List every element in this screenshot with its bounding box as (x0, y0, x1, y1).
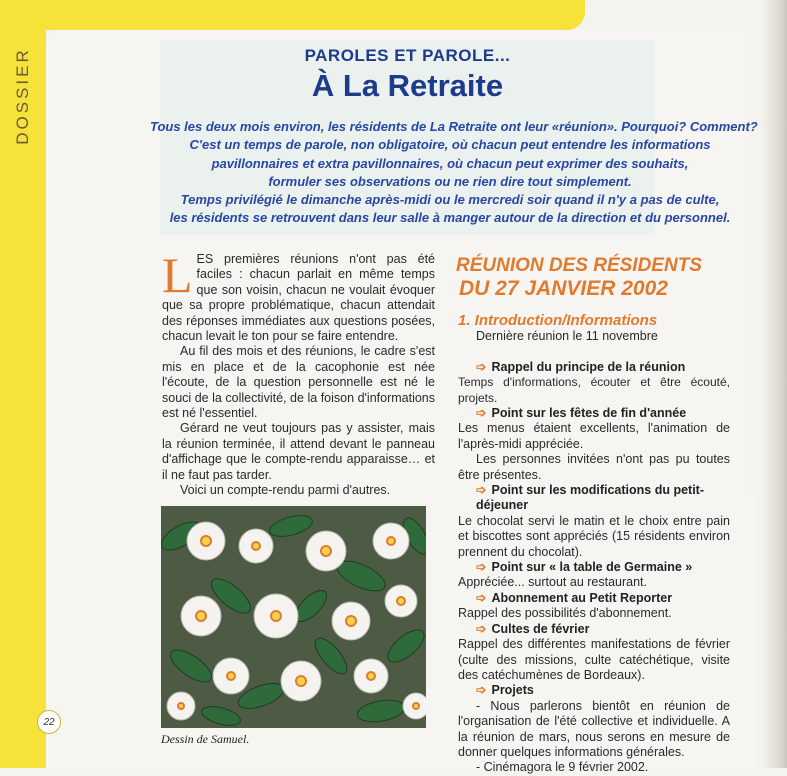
item-heading-text: Cultes de février (491, 621, 590, 636)
report-item-text: Les personnes invitées n'ont pas pu toutes être présentes. (458, 452, 730, 482)
report-item-heading (458, 406, 730, 421)
intro-line: pavillonnaires et extra pavillonnaires, où chacun peut exprimer des souhaits, (211, 155, 689, 171)
report-item-text: - Nous parlerons bientôt en réunion de l'organisation de l'été collective et individuelle. A la réunion de mars, nous serons en mesure de donner quelques informations générales. (458, 698, 730, 759)
section-tab (10, 40, 36, 152)
report-item-heading (458, 360, 730, 375)
article-paragraph-2: Au fil des mois et des réunions, le cadre s'est mis en place et de la cacophonie est née l'écoute, de la question personnelle est né le souci de la collectivité, de la foison d'informations est né l'essentiel. (162, 344, 435, 421)
yellow-top-band (0, 0, 585, 30)
intro-text (150, 118, 758, 228)
article-paragraph-3: Gérard ne veut toujours pas y assister, mais la réunion terminée, il attend devant le panneau d'affichage que le compte-rendu apparaisse… et il ne faut pas tarder. (162, 421, 435, 482)
arrow-icon: ➩ (476, 590, 487, 605)
flower-painting (161, 506, 426, 728)
item-heading-text: Rappel du principe de la réunion (491, 359, 686, 374)
report-item-text: Temps d'informations, écouter et être écouté, projets. (458, 375, 730, 405)
article-paragraph-4: Voici un compte-rendu parmi d'autres. (180, 483, 391, 498)
arrow-icon: ➩ (476, 560, 487, 575)
arrow-icon: ➩ (476, 483, 487, 498)
article-text: ES premières réunions n'ont pas été faciles : chacun parlait en même temps que son voisin, chacun ne voulait évoquer que sa propre problématique, chacun attendait des réponses immédiates aux questions posées, chacun levait le ton pour se faire entendre. (162, 252, 435, 344)
report-item-heading (458, 483, 730, 514)
report-item-text: Rappel des possibilités d'abonnement. (458, 606, 672, 621)
article-body (162, 247, 435, 499)
page-number: 22 (37, 710, 61, 734)
article-paragraph-1 (162, 247, 435, 344)
report-item-text: Rappel des différentes manifestations de février (culte des missions, culte catéchétique, visite des catéchumènes de Bordeaux). (458, 637, 730, 682)
report-item-heading (458, 622, 730, 637)
report-title-line-1: RÉUNION DES RÉSIDENTS (456, 255, 702, 276)
arrow-icon: ➩ (476, 621, 487, 636)
report-item-text: Appréciée... surtout au restaurant. (458, 575, 647, 590)
report-item-heading (458, 560, 730, 575)
intro-line: formuler ses observations ou ne rien dire tout simplement. (268, 173, 632, 189)
intro-line: Temps privilégié le dimanche après-midi ou le mercredi soir quand il n'y a pas de culte, (180, 192, 720, 208)
item-heading-text: Point sur « la table de Germaine » (491, 560, 693, 575)
image-caption: Dessin de Samuel. (161, 732, 250, 746)
report-item-text: Les menus étaient excellents, l'animation de l'après-midi appréciée. (458, 421, 730, 451)
report-subtitle: 1. Introduction/Informations (458, 312, 658, 329)
section-tab-label: DOSSIER (13, 47, 32, 145)
arrow-icon: ➩ (476, 359, 487, 374)
intro-line: Tous les deux mois environ, les résidents de La Retraite ont leur «réunion». Pourquoi? Comment? (150, 119, 758, 134)
intro-line: C'est un temps de parole, non obligatoire, où chacun peut entendre les informations (189, 137, 711, 153)
last-meeting: Dernière réunion le 11 novembre (476, 329, 658, 343)
report-item-heading (458, 591, 730, 606)
dropcap: L (162, 247, 193, 303)
report-item-heading (458, 683, 730, 698)
report-body (458, 329, 730, 776)
item-heading-text: Point sur les modifications du petit-déjeuner (476, 483, 704, 513)
spacer (458, 344, 730, 359)
arrow-icon: ➩ (476, 406, 487, 421)
item-heading-text: Point sur les fêtes de fin d'année (491, 406, 687, 421)
report-item-text: - Cinémagora le 9 février 2002. (476, 760, 649, 775)
page-kicker: PAROLES ET PAROLE... (304, 46, 511, 65)
report-item-text: Le chocolat servi le matin et le choix entre pain et biscottes sont appréciés (15 résidents environ prennent du chocolat). (458, 513, 730, 559)
item-heading-text: Projets (491, 683, 534, 698)
page-spine (761, 0, 787, 768)
page-title: À La Retraite (311, 68, 504, 103)
item-heading-text: Abonnement au Petit Reporter (491, 590, 673, 605)
intro-line: les résidents se retrouvent dans leur salle à manger autour de la direction et du personnel. (169, 210, 731, 226)
arrow-icon: ➩ (476, 683, 487, 698)
report-title (456, 254, 746, 300)
report-title-line-2: DU 27 JANVIER 2002 (459, 277, 668, 300)
